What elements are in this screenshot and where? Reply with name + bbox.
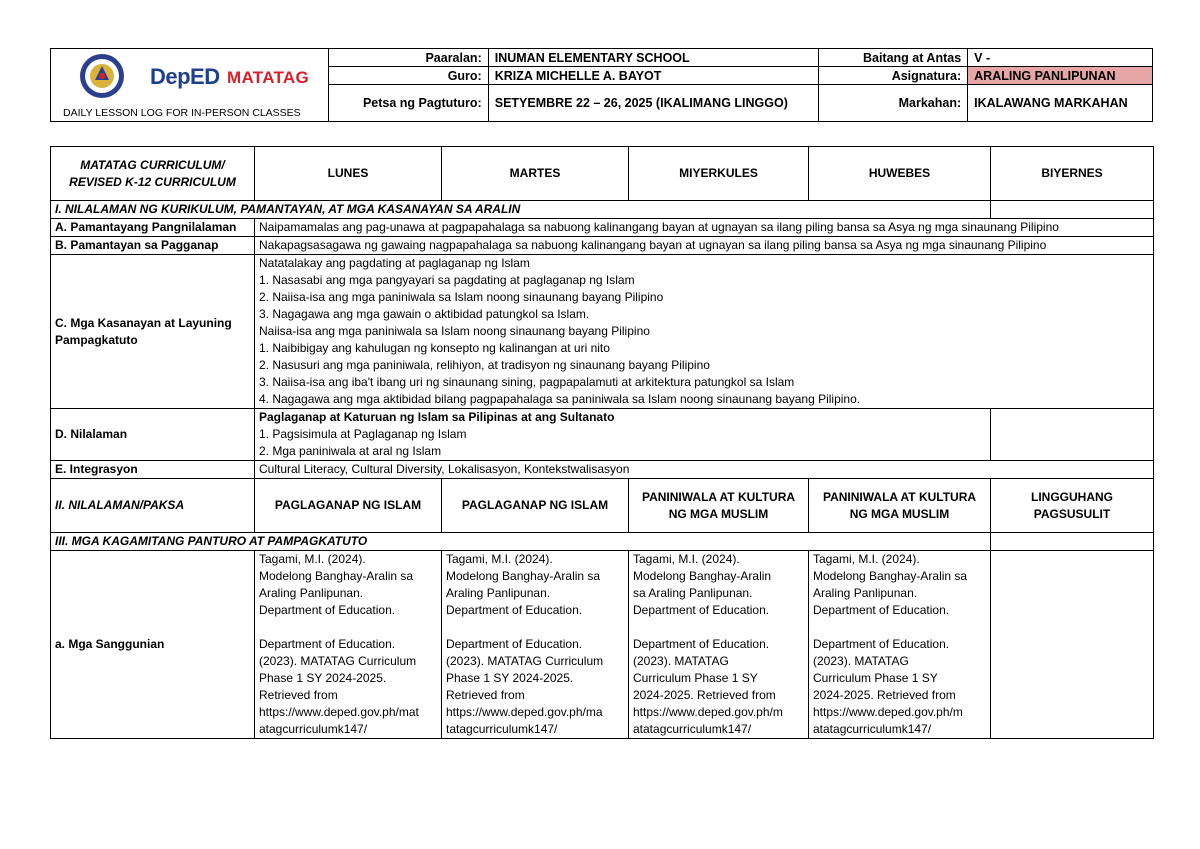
lesson-log-table [50, 146, 1154, 739]
markahan-value: IKALAWANG MARKAHAN [968, 85, 1153, 122]
pamantayan-pagganap-label: B. Pamantayan sa Pagganap [51, 237, 255, 255]
topic-huwebes: PANINIWALA AT KULTURA NG MGA MUSLIM [809, 479, 991, 533]
deped-seal-icon [79, 53, 125, 99]
ref-line: Araling Panlipunan. [259, 586, 364, 600]
ref-line: Modelong Banghay-Aralin sa [446, 569, 601, 583]
header-logo-block [50, 48, 328, 122]
ref-line: 2024-2025. Retrieved from [633, 688, 776, 702]
ref-line: https://www.deped.gov.ph/m [813, 705, 963, 719]
ref-line: atatagcurriculumk147/ [813, 722, 932, 736]
sanggunian-label: a. Mga Sanggunian [51, 551, 255, 739]
kasanayan-line: 2. Nasusuri ang mga paniniwala, relihiyon, at tradisyon ng sinaunang bayang Pilipino [259, 358, 710, 372]
asignatura-label: Asignatura: [818, 67, 968, 85]
ref-line: https://www.deped.gov.ph/m [633, 705, 783, 719]
ref-line: 2024-2025. Retrieved from [813, 688, 956, 702]
nilalaman-line: 2. Mga paniniwala at aral ng Islam [259, 444, 442, 458]
kasanayan-line: 4. Nagagawa ang mga aktibidad bilang pagpapahalaga sa paniniwala sa Islam noong sinaunang bayang Pilipino. [259, 392, 861, 406]
section-3-empty [991, 533, 1154, 551]
ref-line: tatagcurriculumk147/ [446, 722, 558, 736]
sanggunian-huwebes [809, 551, 991, 739]
section-3-heading: III. MGA KAGAMITANG PANTURO AT PAMPAGKATUTO [51, 533, 991, 551]
ref-line: Phase 1 SY 2024-2025. [259, 671, 387, 685]
baitang-label: Baitang at Antas [818, 49, 968, 67]
ref-line: Department of Education. [446, 637, 583, 651]
ref-line: Department of Education. [259, 603, 396, 617]
ref-line: (2023). MATATAG Curriculum [259, 654, 417, 668]
paaralan-value: INUMAN ELEMENTARY SCHOOL [488, 49, 818, 67]
guro-label: Guro: [329, 67, 489, 85]
ref-line: Tagami, M.I. (2024). [813, 552, 920, 566]
ref-line: Department of Education. [633, 603, 770, 617]
day-huwebes: HUWEBES [809, 147, 991, 201]
topic-martes: PAGLAGANAP NG ISLAM [442, 479, 629, 533]
baitang-value: V - [968, 49, 1153, 67]
kasanayan-line: 2. Naiisa-isa ang mga paniniwala sa Islam noong sinaunang bayang Pilipino [259, 290, 664, 304]
ref-line: Modelong Banghay-Aralin [633, 569, 772, 583]
ref-line: Curriculum Phase 1 SY [813, 671, 938, 685]
kasanayan-list [255, 255, 1154, 409]
topic-miyerkules: PANINIWALA AT KULTURA NG MGA MUSLIM [629, 479, 809, 533]
ref-line: Department of Education. [259, 637, 396, 651]
pamantayang-pangnilalaman-value: Naipamamalas ang pag-unawa at pagpapahalaga sa nabuong kalinangang bayan at ugnayan sa ilang piling bansa sa Asya ng mga sinaunang Pilipino [255, 219, 1154, 237]
sanggunian-miyerkules [629, 551, 809, 739]
ref-line: Department of Education. [633, 637, 770, 651]
ref-line: Department of Education. [813, 637, 950, 651]
section-1-heading: I. NILALAMAN NG KURIKULUM, PAMANTAYAN, AT MGA KASANAYAN SA ARALIN [51, 201, 991, 219]
ref-line: Retrieved from [259, 688, 338, 702]
day-miyerkules: MIYERKULES [629, 147, 809, 201]
ref-line: (2023). MATATAG Curriculum [446, 654, 604, 668]
deped-logo: DepED [150, 64, 220, 89]
section-1-empty [991, 201, 1154, 219]
nilalaman-content [255, 409, 991, 461]
kasanayan-line: 3. Naiisa-isa ang iba't ibang uri ng sinaunang sining, pagpapalamuti at arkitektura patungkol sa Islam [259, 375, 795, 389]
integrasyon-label: E. Integrasyon [51, 461, 255, 479]
ref-line: Tagami, M.I. (2024). [446, 552, 553, 566]
ref-line: Department of Education. [813, 603, 950, 617]
ref-line: Tagami, M.I. (2024). [259, 552, 366, 566]
day-lunes: LUNES [255, 147, 442, 201]
kasanayan-line: 1. Nasasabi ang mga pangyayari sa pagdating at paglaganap ng Islam [259, 273, 635, 287]
matatag-logo: MATATAG [227, 68, 310, 87]
ref-line: Retrieved from [446, 688, 525, 702]
ref-line: sa Araling Panlipunan. [633, 586, 753, 600]
sanggunian-lunes [255, 551, 442, 739]
guro-value: KRIZA MICHELLE A. BAYOT [488, 67, 818, 85]
kasanayan-line: Natatalakay ang pagdating at paglaganap ng Islam [259, 256, 530, 270]
petsa-label: Petsa ng Pagtuturo: [329, 85, 489, 122]
topic-biyernes: LINGGUHANG PAGSUSULIT [991, 479, 1154, 533]
ref-line: https://www.deped.gov.ph/mat [259, 705, 419, 719]
day-biyernes: BIYERNES [991, 147, 1154, 201]
ref-line: atatagcurriculumk147/ [633, 722, 752, 736]
ref-line: atagcurriculumk147/ [259, 722, 368, 736]
asignatura-value: ARALING PANLIPUNAN [968, 67, 1153, 85]
section-2-heading: II. NILALAMAN/PAKSA [51, 479, 255, 533]
day-martes: MARTES [442, 147, 629, 201]
curriculum-label: MATATAG CURRICULUM/ REVISED K-12 CURRICULUM [51, 147, 255, 201]
ref-line: Modelong Banghay-Aralin sa [259, 569, 414, 583]
ref-line: Curriculum Phase 1 SY [633, 671, 758, 685]
daily-log-title: DAILY LESSON LOG FOR IN-PERSON CLASSES [63, 107, 301, 119]
nilalaman-biyernes [991, 409, 1154, 461]
ref-line: Araling Panlipunan. [813, 586, 918, 600]
ref-line: Phase 1 SY 2024-2025. [446, 671, 574, 685]
sanggunian-martes [442, 551, 629, 739]
pamantayang-pangnilalaman-label: A. Pamantayang Pangnilalaman [51, 219, 255, 237]
ref-line: Tagami, M.I. (2024). [633, 552, 740, 566]
petsa-value: SETYEMBRE 22 – 26, 2025 (IKALIMANG LINGGO) [488, 85, 818, 122]
header-info-table [328, 48, 1153, 122]
nilalaman-label: D. Nilalaman [51, 409, 255, 461]
kasanayan-line: Naiisa-isa ang mga paniniwala sa Islam noong sinaunang bayang Pilipino [259, 324, 650, 338]
ref-line: Department of Education. [446, 603, 583, 617]
paaralan-label: Paaralan: [329, 49, 489, 67]
pamantayan-pagganap-value: Nakapagsasagawa ng gawaing nagpapahalaga sa nabuong kalinangang bayan at ugnayan sa ilang piling bansa sa Asya ng mga sinaunang Pilipino [255, 237, 1154, 255]
ref-line: Araling Panlipunan. [446, 586, 551, 600]
ref-line: (2023). MATATAG [633, 654, 729, 668]
topic-lunes: PAGLAGANAP NG ISLAM [255, 479, 442, 533]
kasanayan-line: 1. Naibibigay ang kahulugan ng konsepto ng kalinangan at uri nito [259, 341, 610, 355]
markahan-label: Markahan: [818, 85, 968, 122]
nilalaman-title: Paglaganap at Katuruan ng Islam sa Pilipinas at ang Sultanato [259, 410, 615, 424]
kasanayan-label: C. Mga Kasanayan at Layuning Pampagkatuto [51, 255, 255, 409]
ref-line: https://www.deped.gov.ph/ma [446, 705, 603, 719]
ref-line: (2023). MATATAG [813, 654, 909, 668]
nilalaman-line: 1. Pagsisimula at Paglaganap ng Islam [259, 427, 467, 441]
ref-line: Modelong Banghay-Aralin sa [813, 569, 968, 583]
sanggunian-biyernes [991, 551, 1154, 739]
integrasyon-value: Cultural Literacy, Cultural Diversity, Lokalisasyon, Kontekstwalisasyon [255, 461, 1154, 479]
kasanayan-line: 3. Nagagawa ang mga gawain o aktibidad patungkol sa Islam. [259, 307, 590, 321]
